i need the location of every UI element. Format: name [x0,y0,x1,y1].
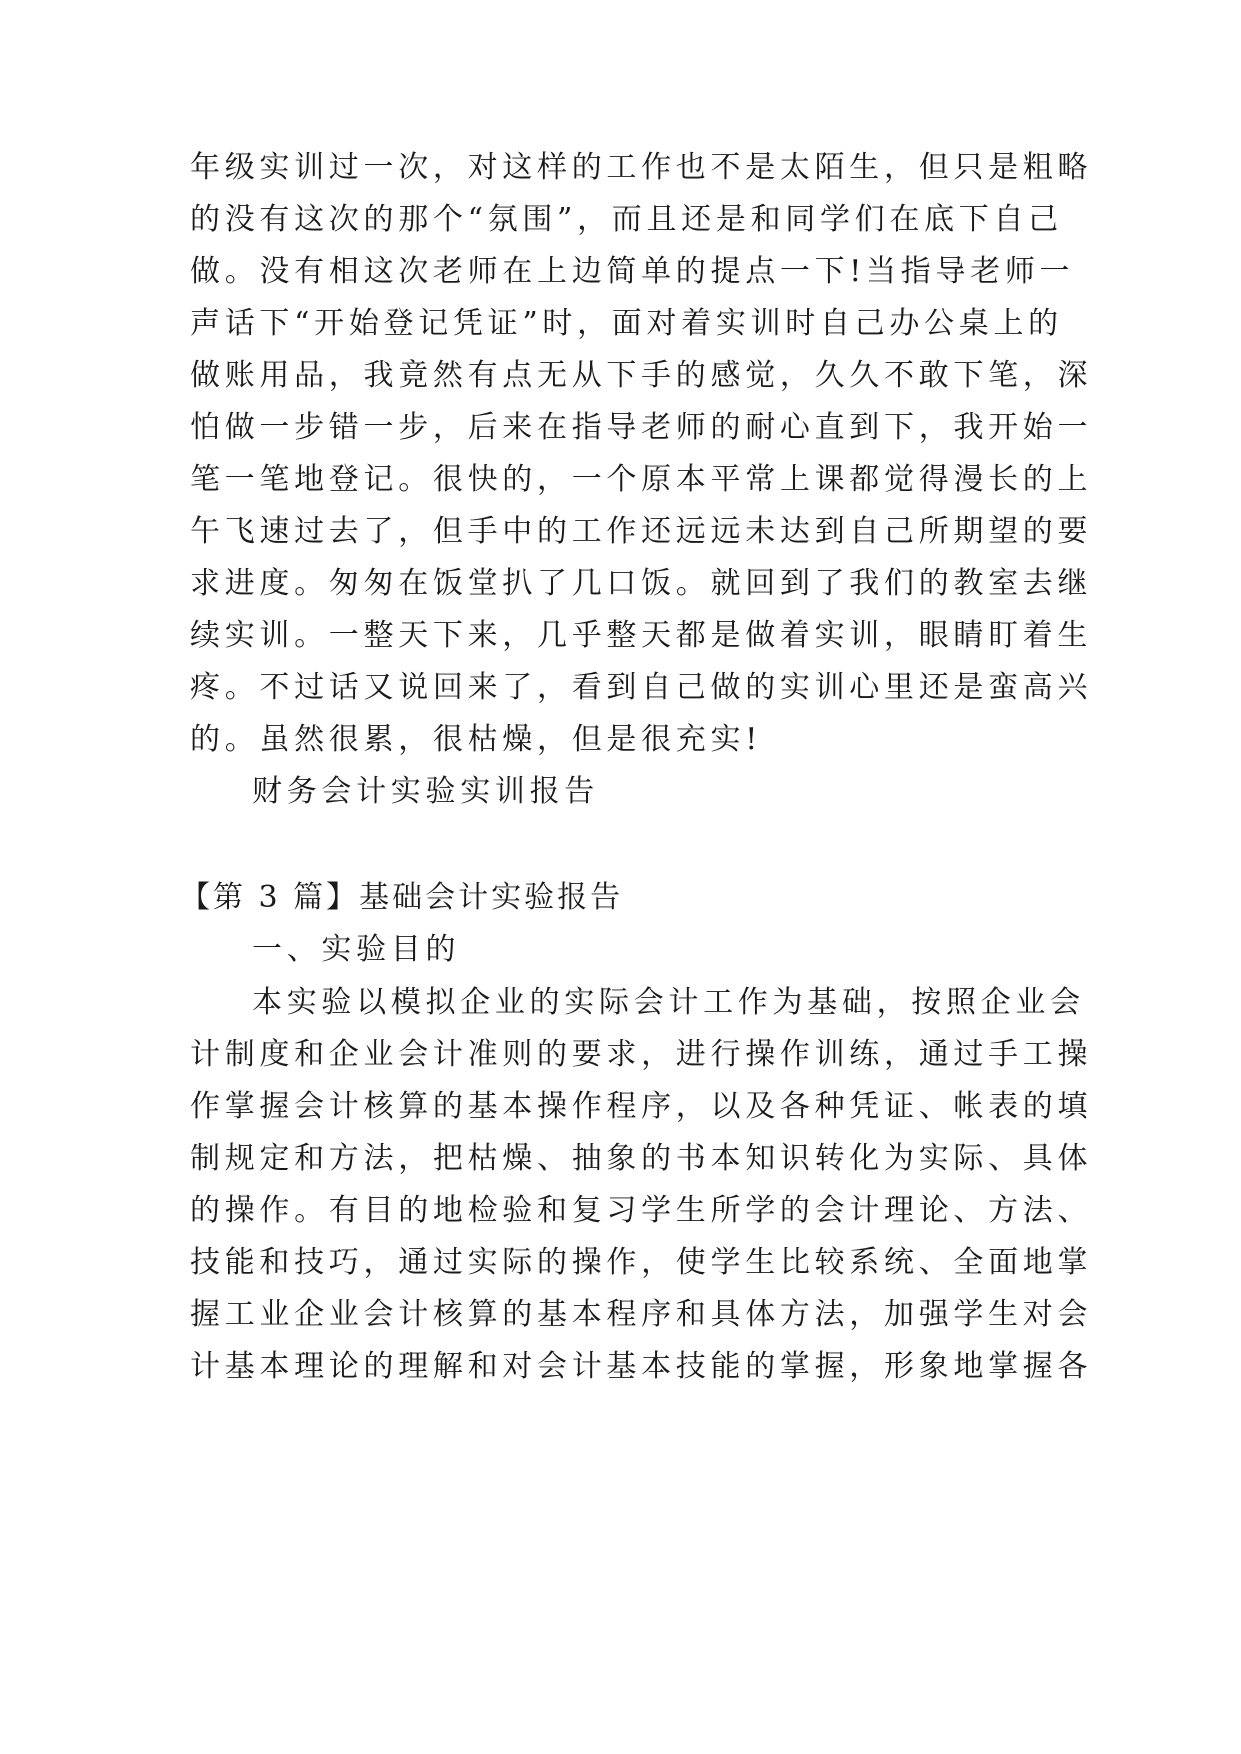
paragraph-line: 的没有这次的那个“氛围”，而且还是和同学们在底下自己 [190,202,1063,237]
paragraph-line: 求进度。匆匆在饭堂扒了几口饭。就回到了我们的教室去继 [190,566,1093,601]
paragraph-line: 计制度和企业会计准则的要求，进行操作训练，通过手工操 [190,1037,1093,1072]
paragraph-line: 年级实训过一次，对这样的工作也不是太陌生，但只是粗略 [190,150,1093,185]
paragraph-line: 笔一笔地登记。很快的，一个原本平常上课都觉得漫长的上 [190,462,1093,497]
paragraph-line: 怕做一步错一步，后来在指导老师的耐心直到下，我开始一 [190,410,1093,445]
paragraph-line: 本实验以模拟企业的实际会计工作为基础，按照企业会 [252,985,1085,1020]
paragraph-line: 作掌握会计核算的基本操作程序，以及各种凭证、帐表的填 [190,1089,1093,1124]
paragraph-line: 制规定和方法，把枯燥、抽象的书本知识转化为实际、具体 [190,1141,1093,1176]
paragraph-line: 声话下“开始登记凭证”时，面对着实训时自己办公桌上的 [190,306,1063,341]
paragraph-line: 的操作。有目的地检验和复习学生所学的会计理论、方法、 [190,1193,1093,1228]
article-heading: 【第 3 篇】基础会计实验报告 [180,880,624,915]
section-subheading: 一、实验目的 [252,932,461,967]
paragraph-line: 的。虽然很累，很枯燥，但是很充实! [190,722,762,757]
paragraph-line: 做账用品，我竟然有点无从下手的感觉，久久不敢下笔，深 [190,358,1093,393]
paragraph-line: 续实训。一整天下来，几乎整天都是做着实训，眼睛盯着生 [190,618,1093,653]
paragraph-line: 做。没有相这次老师在上边简单的提点一下!当指导老师一 [190,254,1075,289]
paragraph-line: 握工业企业会计核算的基本程序和具体方法，加强学生对会 [190,1297,1093,1332]
paragraph-line: 疼。不过话又说回来了，看到自己做的实训心里还是蛮高兴 [190,670,1093,705]
closing-line: 财务会计实验实训报告 [252,774,599,809]
paragraph-line: 午飞速过去了，但手中的工作还远远未达到自己所期望的要 [190,514,1093,549]
paragraph-line: 计基本理论的理解和对会计基本技能的掌握，形象地掌握各 [190,1349,1093,1384]
paragraph-line: 技能和技巧，通过实际的操作，使学生比较系统、全面地掌 [190,1245,1093,1280]
